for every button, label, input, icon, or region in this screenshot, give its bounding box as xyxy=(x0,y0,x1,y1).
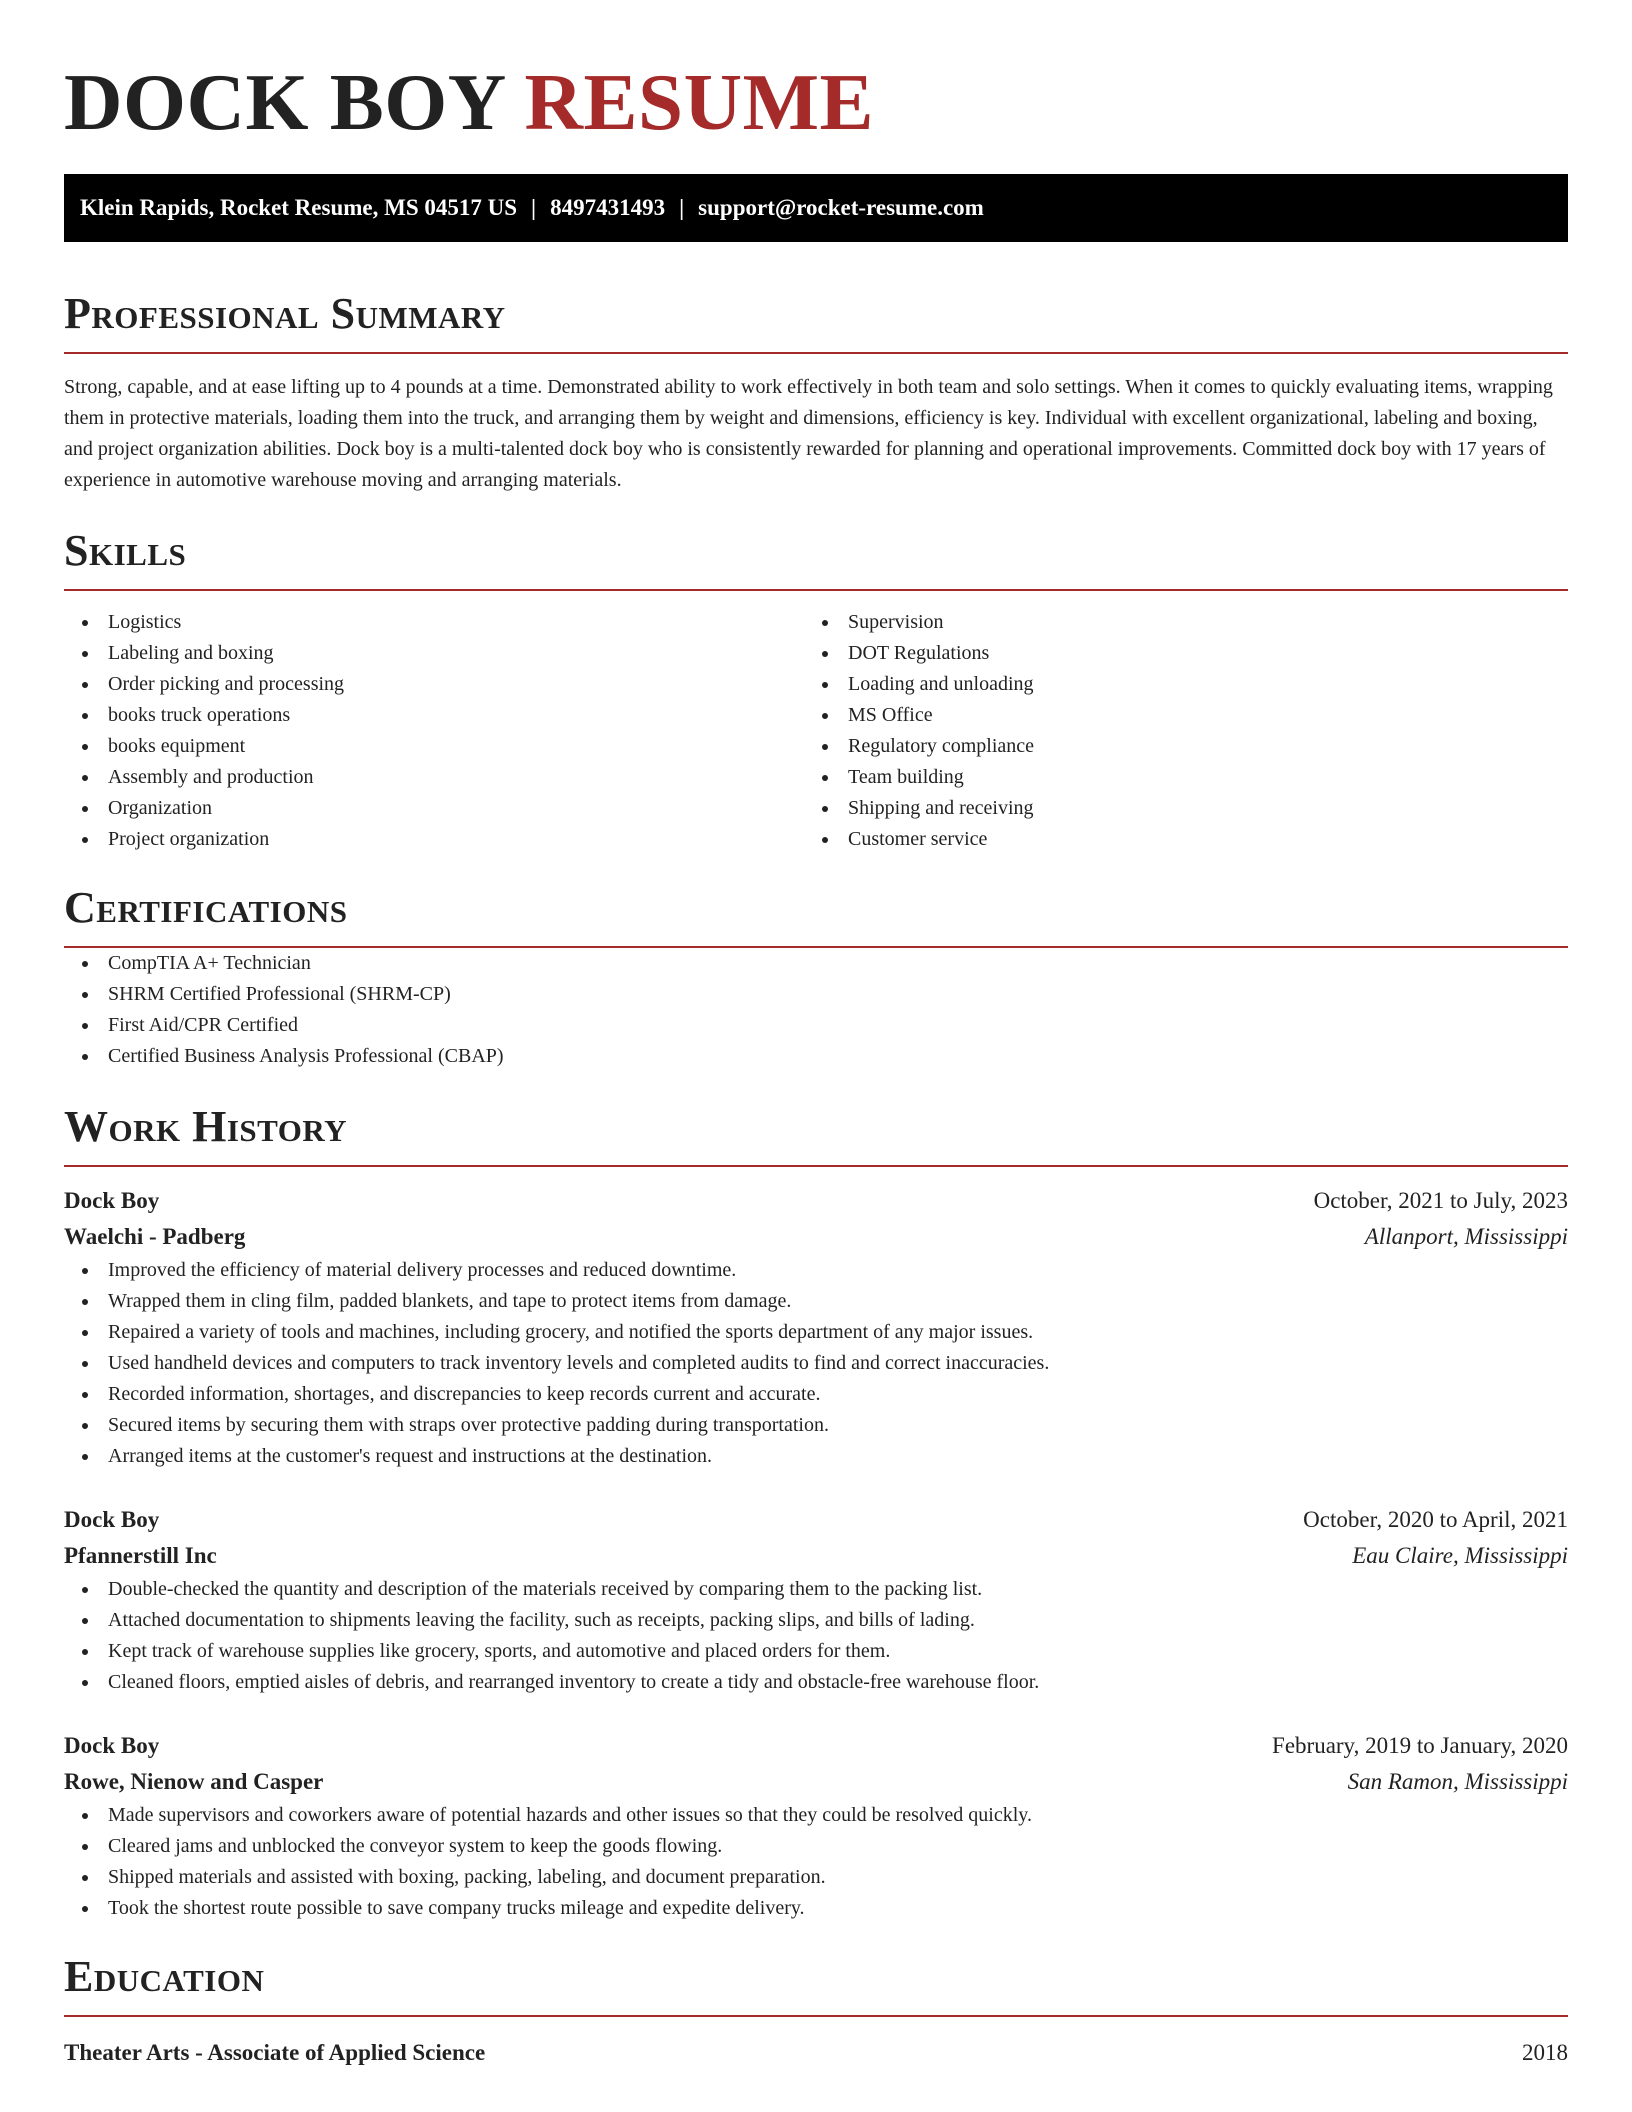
job-duty: Wrapped them in cling film, padded blankets, and tape to protect items from damage. xyxy=(64,1286,1568,1317)
skill-item: Organization xyxy=(64,793,804,824)
job-dates: October, 2020 to April, 2021 xyxy=(1303,1507,1568,1532)
job-title: Dock Boy xyxy=(64,1733,160,1758)
skills-section xyxy=(64,523,1568,855)
job-duties-list xyxy=(64,1574,1568,1698)
certification-item: CompTIA A+ Technician xyxy=(64,948,1568,979)
job-duty: Used handheld devices and computers to track inventory levels and completed audits to find and correct inaccuracies. xyxy=(64,1348,1568,1379)
section-heading-summary: Professional Summary xyxy=(64,289,506,338)
summary-section xyxy=(64,286,1568,496)
contact-phone: 8497431493 xyxy=(550,195,666,220)
resume-title xyxy=(64,0,1568,153)
certification-item: First Aid/CPR Certified xyxy=(64,1010,1568,1041)
section-heading-education: Education xyxy=(64,1952,265,2001)
job-duties-list xyxy=(64,1255,1568,1472)
job-entry xyxy=(64,1728,1568,1924)
job-location: Eau Claire, Mississippi xyxy=(1352,1543,1568,1568)
section-divider xyxy=(64,352,1568,354)
skill-item: Customer service xyxy=(804,824,1544,855)
contact-address: Klein Rapids, Rocket Resume, MS 04517 US xyxy=(80,195,518,220)
education-year: 2018 xyxy=(1522,2040,1568,2065)
job-company-row xyxy=(64,1219,1568,1255)
contact-email: support@rocket-resume.com xyxy=(698,195,984,220)
job-company: Pfannerstill Inc xyxy=(64,1543,217,1568)
section-divider xyxy=(64,589,1568,591)
contact-separator: | xyxy=(531,195,537,220)
skill-item: Regulatory compliance xyxy=(804,731,1544,762)
section-divider xyxy=(64,1165,1568,1167)
job-duty: Double-checked the quantity and description of the materials received by comparing them to the packing list. xyxy=(64,1574,1568,1605)
skill-item: books truck operations xyxy=(64,700,804,731)
skill-item: Team building xyxy=(804,762,1544,793)
skills-column-right xyxy=(804,607,1544,855)
job-title: Dock Boy xyxy=(64,1507,160,1532)
section-heading-work-history: Work History xyxy=(64,1102,348,1151)
job-dates: October, 2021 to July, 2023 xyxy=(1313,1188,1568,1213)
skill-item: Assembly and production xyxy=(64,762,804,793)
skills-list-right xyxy=(804,607,1544,855)
job-duty: Cleared jams and unblocked the conveyor system to keep the goods flowing. xyxy=(64,1831,1568,1862)
skill-item: Loading and unloading xyxy=(804,669,1544,700)
work-history-section xyxy=(64,1099,1568,1924)
job-location: San Ramon, Mississippi xyxy=(1347,1769,1568,1794)
education-degree: Theater Arts - Associate of Applied Science xyxy=(64,2040,486,2065)
job-duty: Improved the efficiency of material delivery processes and reduced downtime. xyxy=(64,1255,1568,1286)
skill-item: Project organization xyxy=(64,824,804,855)
job-duty: Recorded information, shortages, and discrepancies to keep records current and accurate. xyxy=(64,1379,1568,1410)
job-company-row xyxy=(64,1764,1568,1800)
title-accent: RESUME xyxy=(524,57,875,147)
skills-column-left xyxy=(64,607,804,855)
contact-separator: | xyxy=(679,195,685,220)
job-company-row xyxy=(64,1538,1568,1574)
skill-item: Logistics xyxy=(64,607,804,638)
section-heading-certifications: Certifications xyxy=(64,883,348,932)
job-entry xyxy=(64,1183,1568,1472)
contact-bar xyxy=(64,174,1568,242)
job-location: Allanport, Mississippi xyxy=(1364,1224,1568,1249)
title-main: DOCK BOY xyxy=(64,57,504,147)
job-header-row xyxy=(64,1183,1568,1219)
job-company: Waelchi - Padberg xyxy=(64,1224,246,1249)
section-heading-skills: Skills xyxy=(64,526,187,575)
job-company: Rowe, Nienow and Casper xyxy=(64,1769,324,1794)
job-title: Dock Boy xyxy=(64,1188,160,1213)
skill-item: DOT Regulations xyxy=(804,638,1544,669)
education-section xyxy=(64,1949,1568,2071)
certifications-section xyxy=(64,880,1568,1072)
job-header-row xyxy=(64,1728,1568,1764)
job-duty: Cleaned floors, emptied aisles of debris, and rearranged inventory to create a tidy and obstacle-free warehouse floor. xyxy=(64,1667,1568,1698)
skill-item: MS Office xyxy=(804,700,1544,731)
certifications-list xyxy=(64,948,1568,1072)
skill-item: books equipment xyxy=(64,731,804,762)
skills-list-left xyxy=(64,607,804,855)
section-divider xyxy=(64,2015,1568,2017)
certification-item: Certified Business Analysis Professional (CBAP) xyxy=(64,1041,1568,1072)
job-entry xyxy=(64,1502,1568,1698)
job-duty: Made supervisors and coworkers aware of potential hazards and other issues so that they could be resolved quickly. xyxy=(64,1800,1568,1831)
job-duty: Took the shortest route possible to save company trucks mileage and expedite delivery. xyxy=(64,1893,1568,1924)
job-header-row xyxy=(64,1502,1568,1538)
job-duty: Kept track of warehouse supplies like grocery, sports, and automotive and placed orders for them. xyxy=(64,1636,1568,1667)
job-duty: Shipped materials and assisted with boxing, packing, labeling, and document preparation. xyxy=(64,1862,1568,1893)
certification-item: SHRM Certified Professional (SHRM-CP) xyxy=(64,979,1568,1010)
job-dates: February, 2019 to January, 2020 xyxy=(1272,1733,1568,1758)
job-duty: Arranged items at the customer's request and instructions at the destination. xyxy=(64,1441,1568,1472)
skill-item: Labeling and boxing xyxy=(64,638,804,669)
job-duty: Repaired a variety of tools and machines, including grocery, and notified the sports department of any major issues. xyxy=(64,1317,1568,1348)
skill-item: Shipping and receiving xyxy=(804,793,1544,824)
skill-item: Order picking and processing xyxy=(64,669,804,700)
summary-text: Strong, capable, and at ease lifting up to 4 pounds at a time. Demonstrated ability to work effectively in both team and solo settings. When it comes to quickly evaluating items, wrapping them in protective materials, loading them into the truck, and arranging them by weight and dimensions, efficiency is key. Individual with excellent organizational, labeling and boxing, and project organization abilities. Dock boy is a multi-talented dock boy who is consistently rewarded for planning and operational improvements. Committed dock boy with 17 years of experience in automotive warehouse moving and arranging materials. xyxy=(64,376,1553,491)
job-duty: Secured items by securing them with straps over protective padding during transportation. xyxy=(64,1410,1568,1441)
job-duties-list xyxy=(64,1800,1568,1924)
job-duty: Attached documentation to shipments leaving the facility, such as receipts, packing slips, and bills of lading. xyxy=(64,1605,1568,1636)
education-entry xyxy=(64,2035,1568,2071)
skills-grid xyxy=(64,607,1568,855)
skill-item: Supervision xyxy=(804,607,1544,638)
